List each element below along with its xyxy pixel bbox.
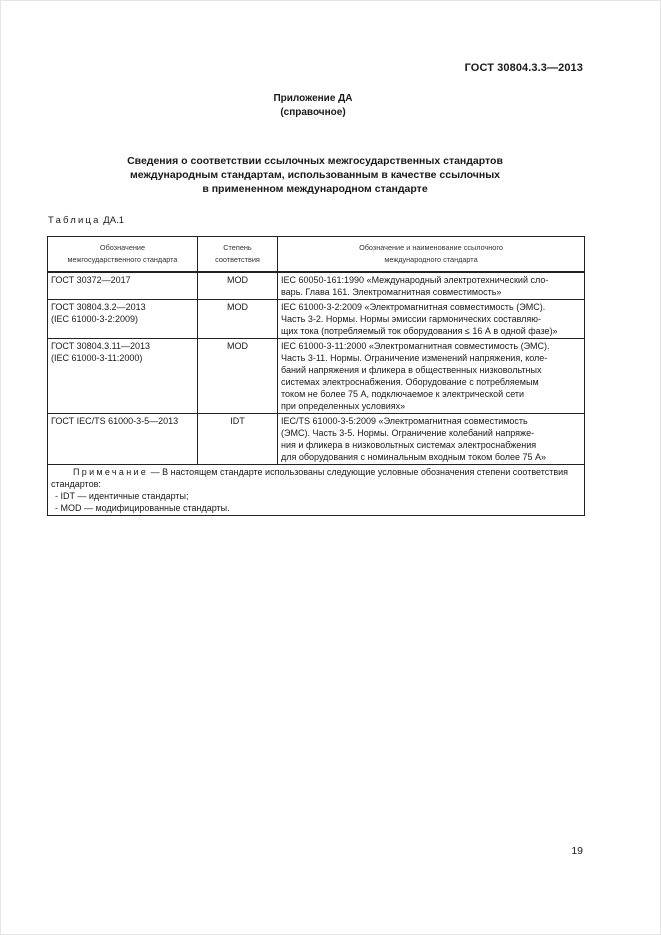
standard-text: ГОСТ 30372—2017 bbox=[51, 275, 131, 285]
table-row bbox=[48, 339, 585, 414]
degree-cell: MOD bbox=[198, 300, 278, 339]
standard-text: (IEC 61000-3-2:2009) bbox=[51, 314, 139, 324]
international-text: током не более 75 А, подключаемое к электрической сети bbox=[281, 389, 525, 399]
note-text: — В настоящем стандарте использованы следующие условные обозначения степени соответствия стандартов: bbox=[51, 467, 569, 489]
appendix-subtitle: (справочное) bbox=[280, 107, 346, 118]
table-header-row bbox=[48, 237, 585, 273]
table-note-row bbox=[48, 465, 585, 516]
degree-cell: MOD bbox=[198, 272, 278, 300]
standard-cell bbox=[48, 414, 198, 465]
standard-text: (IEC 61000-3-11:2000) bbox=[51, 353, 143, 363]
header-international-line: международного стандарта bbox=[384, 255, 478, 264]
note-item: - MOD — модифицированные стандарты. bbox=[55, 503, 230, 513]
international-text: при определенных условиях» bbox=[281, 401, 406, 411]
international-text: системах электроснабжения. Оборудование с потребляемым bbox=[281, 377, 539, 387]
international-cell bbox=[278, 414, 585, 465]
note-label: Примечание bbox=[73, 467, 149, 477]
international-text: ния и фликера в низковольтных системах электроснабжения bbox=[281, 440, 537, 450]
section-heading-line: международным стандартам, использованным в качестве ссылочных bbox=[129, 169, 500, 181]
header-standard bbox=[48, 237, 198, 273]
table-caption-id: ДА.1 bbox=[103, 215, 124, 226]
header-international bbox=[278, 237, 585, 273]
page-number: 19 bbox=[571, 845, 583, 857]
table-row bbox=[48, 300, 585, 339]
table-caption-word: Таблица bbox=[48, 215, 101, 226]
appendix-title: Приложение ДА bbox=[273, 93, 353, 104]
international-text: варь. Глава 161. Электромагнитная совместимость» bbox=[281, 287, 502, 297]
header-standard-line: межгосударственного стандарта bbox=[67, 255, 178, 264]
degree-cell: IDT bbox=[198, 414, 278, 465]
table-caption bbox=[48, 215, 124, 226]
international-text: IEC 60050-161:1990 «Международный электротехнический сло- bbox=[281, 275, 549, 285]
standard-cell bbox=[48, 339, 198, 414]
international-text: (ЭМС). Часть 3-5. Нормы. Ограничение колебаний напряже- bbox=[281, 428, 535, 438]
international-text: IEC 61000-3-2:2009 «Электромагнитная совместимость (ЭМС). bbox=[281, 302, 546, 312]
document-code: ГОСТ 30804.3.3—2013 bbox=[464, 62, 583, 74]
section-heading bbox=[0, 154, 630, 196]
header-degree-line: соответствия bbox=[215, 255, 260, 264]
section-heading-line: Сведения о соответствии ссылочных межгосударственных стандартов bbox=[127, 155, 503, 167]
international-text: баний напряжения и фликера в общественных низковольтных bbox=[281, 365, 542, 375]
international-cell bbox=[278, 300, 585, 339]
degree-cell: MOD bbox=[198, 339, 278, 414]
international-text: IEC 61000-3-11:2000 «Электромагнитная совместимость (ЭМС). bbox=[281, 341, 550, 351]
standard-text: ГОСТ 30804.3.11—2013 bbox=[51, 341, 150, 351]
international-text: щих тока (потребляемый ток оборудования ≤ 16 А в одной фазе)» bbox=[281, 326, 558, 336]
standard-cell bbox=[48, 272, 198, 300]
international-text: Часть 3-11. Нормы. Ограничение изменений напряжения, коле- bbox=[281, 353, 548, 363]
header-degree bbox=[198, 237, 278, 273]
header-degree-line: Степень bbox=[223, 243, 252, 252]
table-row bbox=[48, 272, 585, 300]
note-item: - IDT — идентичные стандарты; bbox=[55, 491, 189, 501]
header-international-line: Обозначение и наименование ссылочного bbox=[359, 243, 503, 252]
international-cell bbox=[278, 339, 585, 414]
section-heading-line: в примененном международном стандарте bbox=[202, 183, 428, 195]
international-text: для оборудования с номинальным входным током более 75 А» bbox=[281, 452, 547, 462]
international-text: IEC/TS 61000-3-5:2009 «Электромагнитная совместимость bbox=[281, 416, 528, 426]
standard-text: ГОСТ IEC/TS 61000-3-5—2013 bbox=[51, 416, 179, 426]
international-cell bbox=[278, 272, 585, 300]
standard-text: ГОСТ 30804.3.2—2013 bbox=[51, 302, 146, 312]
appendix-title-block bbox=[0, 92, 626, 120]
table-row bbox=[48, 414, 585, 465]
note-cell bbox=[48, 465, 585, 516]
international-text: Часть 3-2. Нормы. Нормы эмиссии гармонических составляю- bbox=[281, 314, 542, 324]
correspondence-table bbox=[47, 236, 585, 516]
header-standard-line: Обозначение bbox=[99, 243, 146, 252]
standard-cell bbox=[48, 300, 198, 339]
